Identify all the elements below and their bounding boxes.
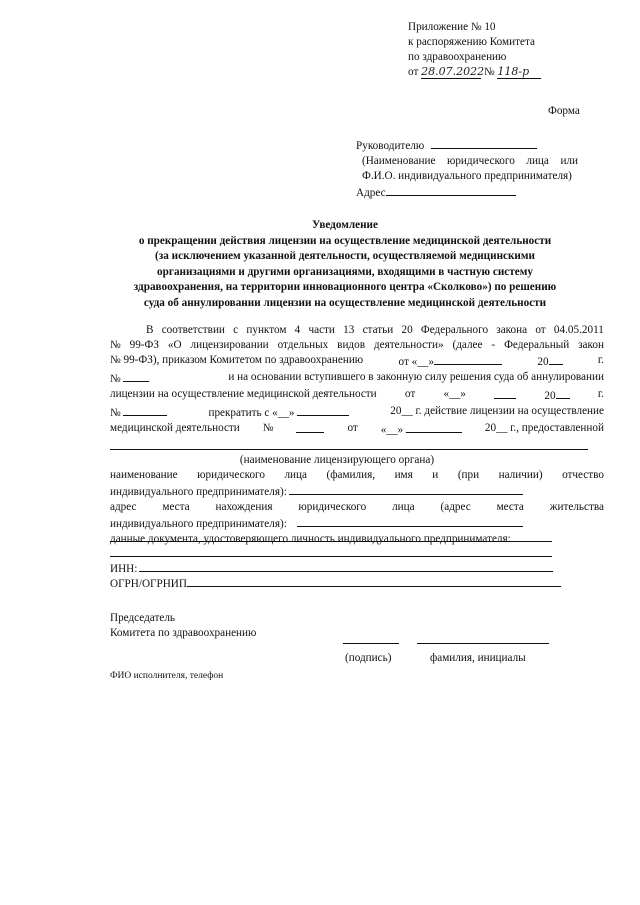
address-row: [356, 184, 578, 201]
appendix-order: к распоряжению Комитета: [408, 36, 535, 48]
body-line-6: № прекратить с «__» 20__ г. действие лицензии на осуществление: [110, 405, 604, 419]
body-line-5: лицензии на осуществление медицинской деятельности от «__» 20 г.: [110, 388, 604, 402]
inn-line[interactable]: [139, 560, 553, 572]
body-line-1: В соответствии с пунктом 4 части 13 статьи 20 Федерального закона от 04.05.2011: [146, 324, 604, 336]
ogrn-label: ОГРН/ОГРНИП: [110, 578, 187, 590]
body-line-11: адрес места нахождения юридического лица (адрес места жительства: [110, 501, 604, 513]
handwritten-number: 118-р: [497, 66, 541, 79]
body-line-3: № 99-ФЗ), приказом Комитетом по здравоохранению от «__» 20 г.: [110, 354, 604, 368]
order-date-blank[interactable]: [434, 353, 502, 365]
signer-title: Председатель: [110, 612, 176, 624]
licensing-authority-caption: (наименование лицензирующего органа): [239, 454, 435, 466]
executor-footer: ФИО исполнителя, телефон: [110, 671, 224, 681]
court-number-blank[interactable]: [123, 404, 167, 416]
licensing-authority-row: [110, 438, 604, 453]
body-line-4: № и на основании вступившего в законную силу решения суда об аннулировании: [110, 371, 604, 385]
body-line-2: № 99-ФЗ «О лицензировании отдельных видов деятельности» (далее - Федеральный закон: [110, 339, 604, 351]
entity-address-line[interactable]: [297, 515, 523, 527]
form-label: Форма: [548, 105, 580, 117]
appendix-block: [408, 20, 608, 80]
body-line-13: данные документа, удостоверяющего личность индивидуального предпринимателя:: [110, 533, 511, 545]
title-line-3: (за исключением указанной деятельности, осуществляемой медицинскими: [155, 250, 535, 262]
recipient-caption-1: (Наименование юридического лица или: [362, 155, 578, 167]
signature-caption: (подпись): [345, 652, 392, 664]
appendix-number: Приложение № 10: [408, 21, 496, 33]
license-date-blank[interactable]: [406, 421, 462, 433]
license-number-blank[interactable]: [296, 421, 324, 433]
number-sign: №: [483, 66, 495, 78]
name-initials-caption: фамилия, инициалы: [430, 652, 526, 664]
order-year-blank[interactable]: [549, 353, 563, 365]
address-label: Адрес: [356, 187, 386, 199]
body-line-12: индивидуального предпринимателя):: [110, 515, 604, 532]
title-line-2: о прекращении действия лицензии на осуществление медицинской деятельности: [138, 234, 552, 247]
order-number-blank[interactable]: [123, 370, 149, 382]
body-line-7: медицинской деятельности № от «__» 20__ г., предоставленной: [110, 422, 604, 436]
notice-title: [110, 218, 580, 311]
termination-date-blank[interactable]: [297, 404, 349, 416]
recipient-block: [356, 137, 578, 201]
licensing-authority-line[interactable]: [110, 449, 588, 450]
signer-committee: Комитета по здравоохранению: [110, 627, 257, 639]
title-line-4: организациями и другими организациями, входящими в частную систему: [157, 265, 533, 278]
court-date-blank[interactable]: [494, 387, 516, 399]
court-year-blank[interactable]: [556, 387, 570, 399]
ogrn-line[interactable]: [187, 575, 561, 587]
appendix-committee: по здравоохранению: [408, 51, 507, 63]
signature-block: [110, 611, 256, 641]
notice-body: [110, 323, 604, 547]
name-initials-line[interactable]: [417, 643, 549, 644]
date-prefix: от: [408, 66, 419, 78]
inn-label: ИНН:: [110, 563, 138, 575]
title-heading: Уведомление: [312, 219, 378, 231]
address-line[interactable]: [386, 184, 516, 196]
title-line-5: здравоохранения, на территории инновационного центра «Сколково») по решению: [133, 281, 557, 293]
appendix-date-row: [408, 65, 608, 80]
recipient-caption-2: Ф.И.О. индивидуального предпринимателя): [362, 170, 572, 182]
id-document-line-2[interactable]: [110, 556, 552, 557]
ogrn-row: [110, 575, 561, 592]
title-line-6: суда об аннулировании лицензии на осуществление медицинской деятельности: [143, 296, 547, 309]
recipient-to: Руководителю: [356, 140, 425, 152]
body-line-9: наименование юридического лица (фамилия, имя и (при наличии) отчество: [110, 469, 604, 481]
entity-name-line[interactable]: [289, 483, 523, 495]
signature-line[interactable]: [343, 643, 399, 644]
handwritten-date: 28.07.2022: [421, 65, 485, 78]
recipient-to-row: [356, 137, 578, 154]
body-line-10: индивидуального предпринимателя):: [110, 483, 604, 500]
id-document-line-1[interactable]: [110, 541, 552, 542]
recipient-name-line[interactable]: [431, 137, 537, 149]
